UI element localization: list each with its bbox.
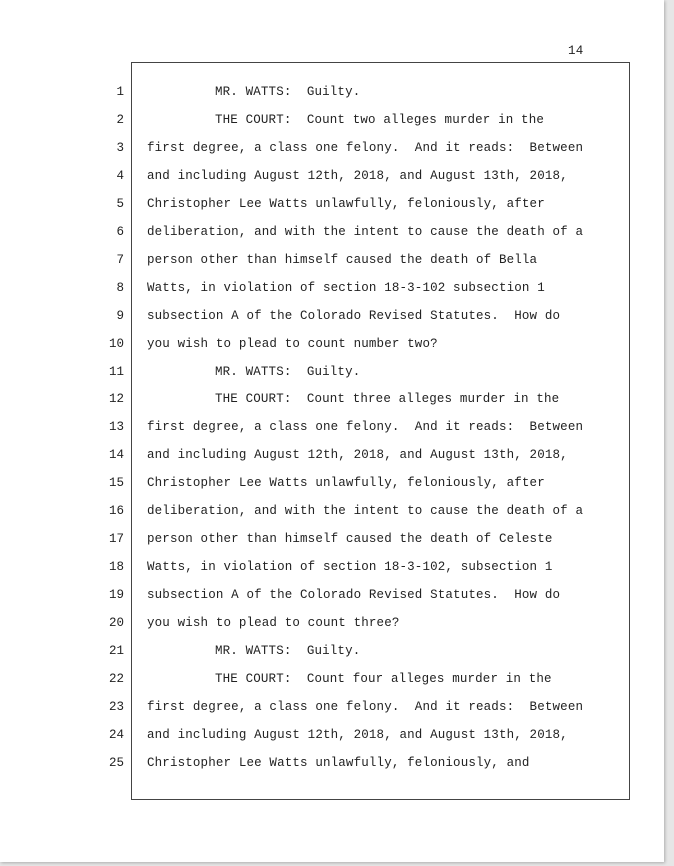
line-number: 9 bbox=[116, 309, 124, 323]
line-number: 13 bbox=[108, 420, 124, 434]
line-number: 22 bbox=[108, 672, 124, 686]
line-number: 25 bbox=[108, 756, 124, 770]
transcript-line-text: first degree, a class one felony. And it reads: Between bbox=[147, 420, 584, 434]
transcript-line-text: Watts, in violation of section 18-3-102, subsection 1 bbox=[147, 560, 553, 574]
line-number: 5 bbox=[116, 197, 124, 211]
transcript-line-text: Christopher Lee Watts unlawfully, feloniously, after bbox=[147, 476, 545, 490]
line-number: 16 bbox=[108, 504, 124, 518]
line-number: 20 bbox=[108, 616, 124, 630]
transcript-line-text: MR. WATTS: Guilty. bbox=[215, 365, 361, 379]
transcript-line-text: first degree, a class one felony. And it reads: Between bbox=[147, 141, 584, 155]
line-number: 6 bbox=[116, 225, 124, 239]
transcript-line-text: THE COURT: Count three alleges murder in the bbox=[215, 392, 560, 406]
line-number: 21 bbox=[108, 644, 124, 658]
transcript-line-text: you wish to plead to count number two? bbox=[147, 337, 438, 351]
transcript-line-text: Christopher Lee Watts unlawfully, feloniously, and bbox=[147, 756, 530, 770]
line-number: 24 bbox=[108, 728, 124, 742]
transcript-line-text: THE COURT: Count two alleges murder in the bbox=[215, 113, 545, 127]
transcript-line-text: and including August 12th, 2018, and August 13th, 2018, bbox=[147, 169, 568, 183]
line-number: 23 bbox=[108, 700, 124, 714]
line-number: 1 bbox=[116, 85, 124, 99]
line-number: 18 bbox=[108, 560, 124, 574]
transcript-line-text: you wish to plead to count three? bbox=[147, 616, 400, 630]
transcript-line-text: THE COURT: Count four alleges murder in the bbox=[215, 672, 552, 686]
line-number: 4 bbox=[116, 169, 124, 183]
transcript-line-text: MR. WATTS: Guilty. bbox=[215, 644, 361, 658]
line-number: 15 bbox=[108, 476, 124, 490]
transcript-line-text: deliberation, and with the intent to cause the death of a bbox=[147, 504, 584, 518]
line-number: 14 bbox=[108, 448, 124, 462]
line-number: 10 bbox=[108, 337, 124, 351]
line-number: 7 bbox=[116, 253, 124, 267]
line-number: 17 bbox=[108, 532, 124, 546]
line-number: 19 bbox=[108, 588, 124, 602]
transcript-line-text: Christopher Lee Watts unlawfully, feloniously, after bbox=[147, 197, 545, 211]
line-number: 11 bbox=[108, 365, 124, 379]
transcript-line-text: Watts, in violation of section 18-3-102 subsection 1 bbox=[147, 281, 545, 295]
transcript-line-text: person other than himself caused the death of Bella bbox=[147, 253, 538, 267]
transcript-line-text: and including August 12th, 2018, and August 13th, 2018, bbox=[147, 728, 568, 742]
line-number: 12 bbox=[108, 392, 124, 406]
transcript-line-text: subsection A of the Colorado Revised Statutes. How do bbox=[147, 588, 561, 602]
line-number: 8 bbox=[116, 281, 124, 295]
transcript-line-text: person other than himself caused the death of Celeste bbox=[147, 532, 553, 546]
line-number: 2 bbox=[116, 113, 124, 127]
page-number: 14 bbox=[568, 44, 584, 58]
transcript-line-text: deliberation, and with the intent to cause the death of a bbox=[147, 225, 584, 239]
transcript-line-text: first degree, a class one felony. And it reads: Between bbox=[147, 700, 584, 714]
transcript-line-text: and including August 12th, 2018, and August 13th, 2018, bbox=[147, 448, 568, 462]
transcript-line-text: MR. WATTS: Guilty. bbox=[215, 85, 361, 99]
transcript-line-text: subsection A of the Colorado Revised Statutes. How do bbox=[147, 309, 561, 323]
line-number: 3 bbox=[116, 141, 124, 155]
